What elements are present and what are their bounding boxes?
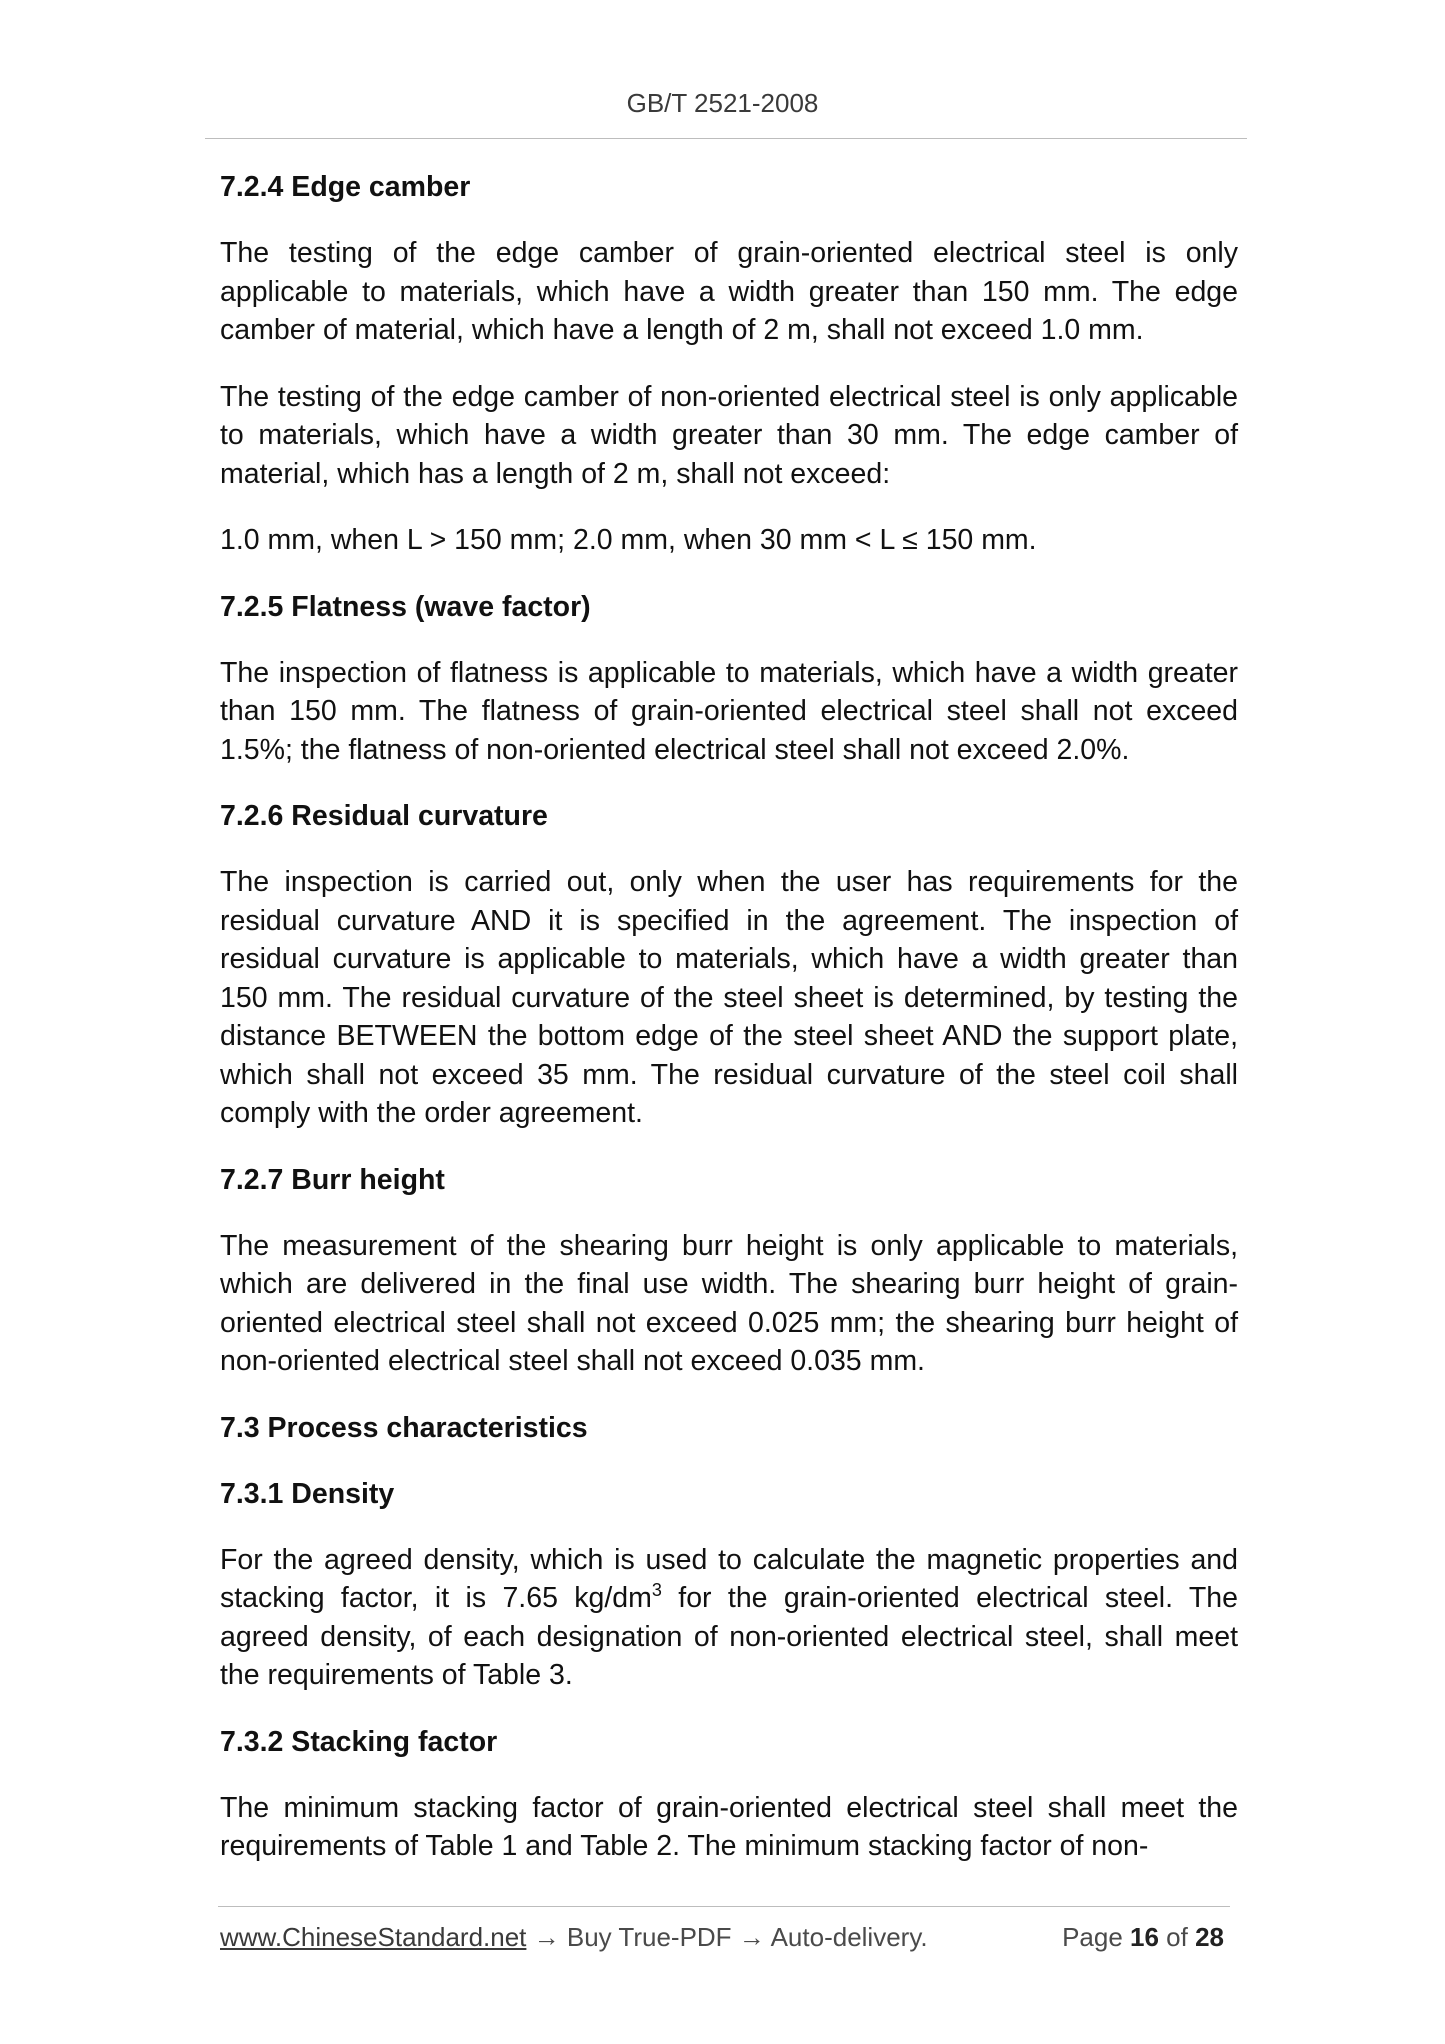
header-divider [205, 138, 1247, 139]
paragraph-residual-curvature: The inspection is carried out, only when the user has requirements for the residual curvature AND it is specified in the agreement. The inspection of residual curvature is applicable to materials, which have a width greater than 150 mm. The residual curvature of the steel sheet is determined, by testing the distance BETWEEN the bottom edge of the steel sheet AND the support plate, which shall not exceed 35 mm. The residual curvature of the steel coil shall comply with the order agreement. [220, 866, 1238, 1129]
paragraph-edge-camber-non-oriented: The testing of the edge camber of non-oriented electrical steel is only applicable to materials, which have a width greater than 30 mm. The edge camber of material, which has a length of 2 m, shall not exceed: [220, 380, 1238, 490]
arrow-right-icon: → [731, 1922, 771, 1952]
arrow-right-icon: → [526, 1922, 567, 1952]
page-of-label: of [1158, 1922, 1196, 1952]
paragraph-edge-camber-grain-oriented: The testing of the edge camber of grain-oriented electrical steel is only applicable to materials, which have a width greater than 150 mm. The edge camber of material, which have a length of 2 m, shall not exceed 1.0 mm. [220, 237, 1238, 346]
page-indicator [1062, 1922, 1224, 1953]
page-label: Page [1062, 1922, 1131, 1952]
heading-7-2-5: 7.2.5 Flatness (wave factor) [220, 590, 591, 623]
heading-7-2-6: 7.2.6 Residual curvature [220, 800, 548, 832]
buy-true-pdf-text: Buy True-PDF [566, 1922, 732, 1952]
document-body [220, 168, 1238, 1866]
page-footer [220, 1922, 1230, 1962]
current-page-number: 16 [1130, 1922, 1159, 1952]
document-header-title: GB/T 2521-2008 [626, 88, 819, 118]
paragraph-flatness: The inspection of flatness is applicable to materials, which have a width greater than 150 mm. The flatness of grain-oriented electrical steel shall not exceed 1.5%; the flatness of non-oriented electrical steel shall not exceed 2.0%. [220, 656, 1238, 766]
density-text-start: For the agreed density, which is used to calculate the magnetic properties and stacking factor, it is 7.65 kg/dm [220, 1543, 1238, 1614]
heading-7-3: 7.3 Process characteristics [220, 1411, 588, 1444]
paragraph-density [220, 1541, 1238, 1695]
heading-7-2-7: 7.2.7 Burr height [220, 1163, 445, 1196]
density-text-end: for the grain-oriented electrical steel. The agreed density, of each designation of non-oriented electrical steel, shall meet the requirements of Table 3. [220, 1582, 1238, 1691]
heading-7-3-2: 7.3.2 Stacking factor [220, 1725, 498, 1758]
paragraph-edge-camber-limits: 1.0 mm, when L > 150 mm; 2.0 mm, when 30 mm < L ≤ 150 mm. [220, 524, 1037, 556]
auto-delivery-text: Auto-delivery. [770, 1922, 928, 1952]
paragraph-stacking-factor: The minimum stacking factor of grain-oriented electrical steel shall meet the requirements of Table 1 and Table 2. The minimum stacking factor of non- [220, 1791, 1238, 1862]
density-superscript: 3 [651, 1580, 662, 1600]
heading-7-3-1: 7.3.1 Density [220, 1477, 395, 1510]
website-link[interactable]: www.ChineseStandard.net [220, 1922, 527, 1952]
heading-7-2-4: 7.2.4 Edge camber [220, 171, 471, 203]
total-pages-number: 28 [1195, 1922, 1224, 1952]
footer-divider [218, 1906, 1230, 1907]
paragraph-burr-height: The measurement of the shearing burr height is only applicable to materials, which are delivered in the final use width. The shearing burr height of grain-oriented electrical steel shall not exceed 0.025 mm; the shearing burr height of non-oriented electrical steel shall not exceed 0.035 mm. [220, 1229, 1238, 1377]
